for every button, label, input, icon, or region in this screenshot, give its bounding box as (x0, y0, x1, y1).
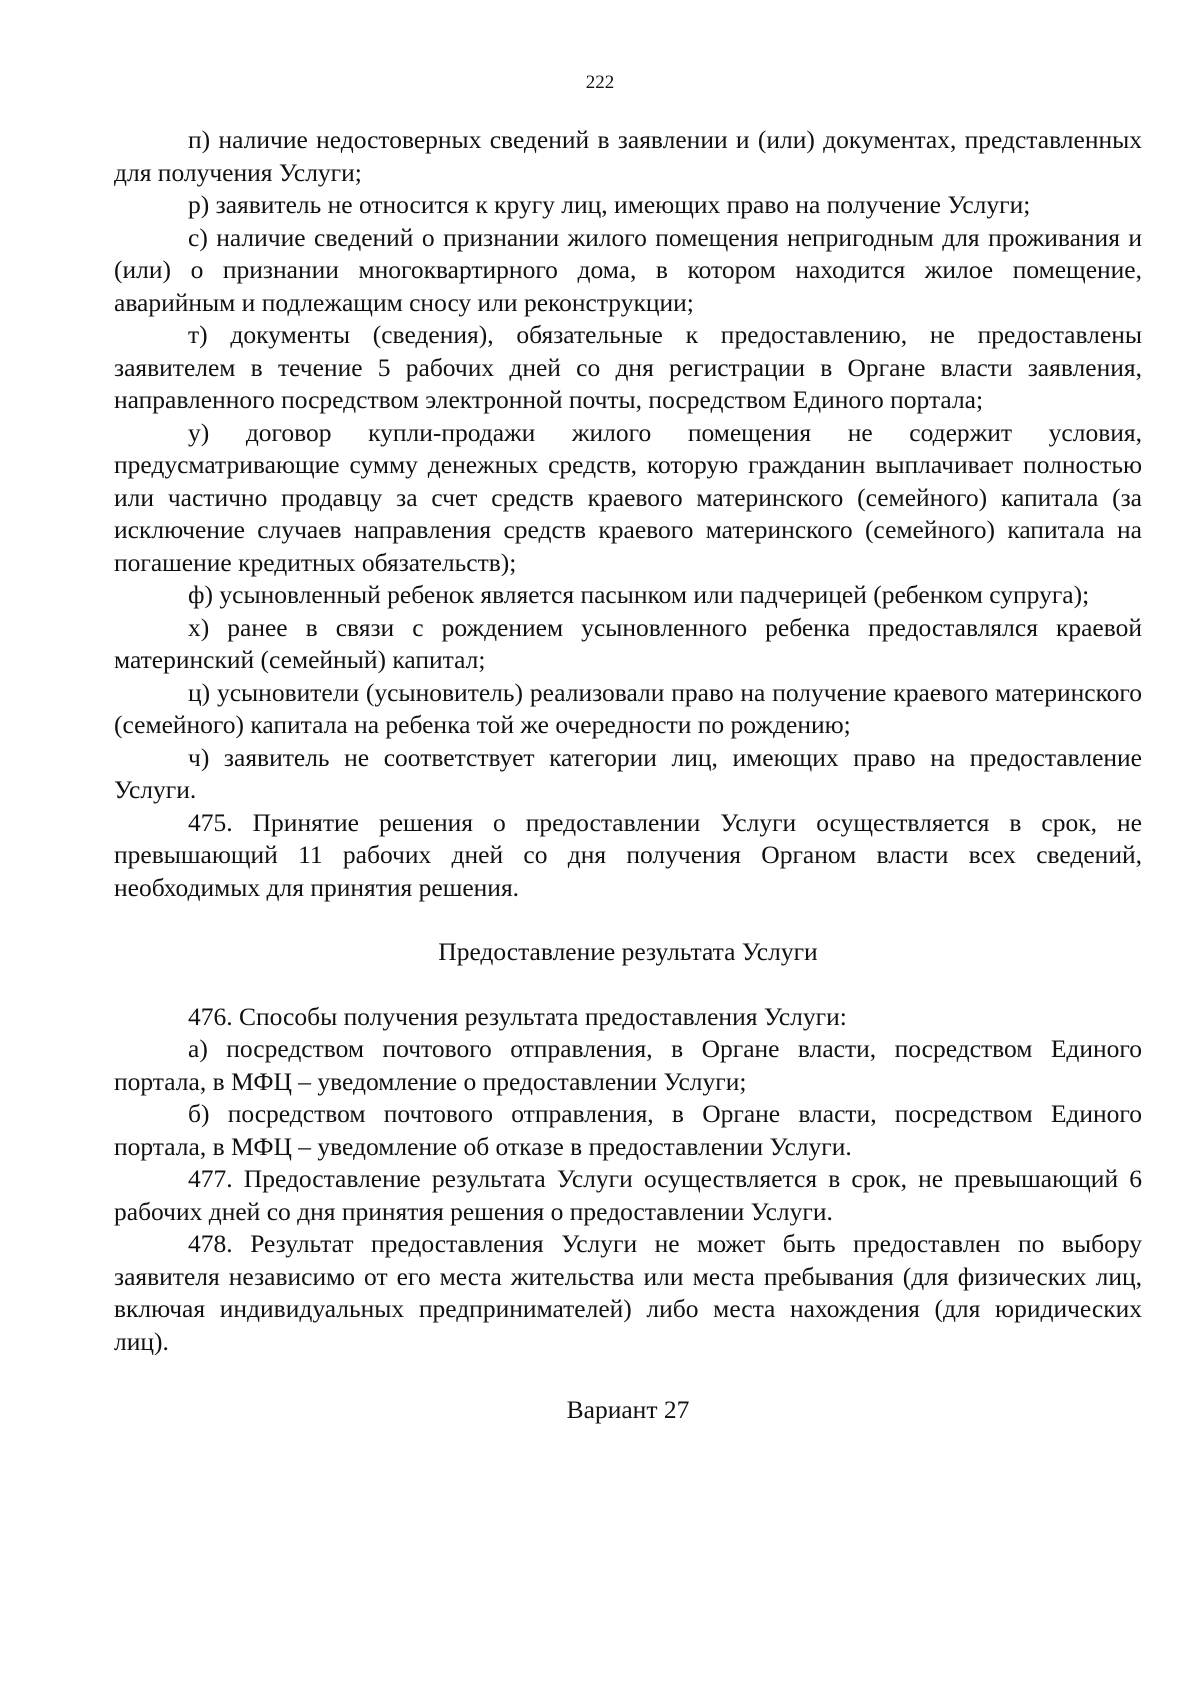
page-body (114, 124, 1142, 1427)
list-item-ts: ц) усыновители (усыновитель) реализовали право на получение краевого материнского (семейного) капитала на ребенка той же очередности по рождению; (114, 677, 1142, 739)
clause-477: 477. Предоставление результата Услуги осуществляется в срок, не превышающий 6 рабочих дней со дня принятия решения о предоставлении Услуги. (114, 1164, 1142, 1226)
list-item-b: б) посредством почтового отправления, в Органе власти, посредством Единого портала, в МФЦ – уведомление об отказе в предоставлении Услуги. (114, 1099, 1142, 1161)
list-item-r: р) заявитель не относится к кругу лиц, имеющих право на получение Услуги; (188, 190, 1031, 219)
list-item-kh: х) ранее в связи с рождением усыновленного ребенка предоставлялся краевой материнский (семейный) капитал; (114, 612, 1142, 674)
clause-478: 478. Результат предоставления Услуги не может быть предоставлен по выбору заявителя независимо от его места жительства или места пребывания (для физических лиц, включая индивидуальных предпринимателей) либо места нахождения (для юридических лиц). (114, 1229, 1142, 1356)
list-item-p: п) наличие недостоверных сведений в заявлении и (или) документах, представленных для получения Услуги; (114, 125, 1142, 187)
list-item-a: а) посредством почтового отправления, в Органе власти, посредством Единого портала, в МФЦ – уведомление о предоставлении Услуги; (114, 1034, 1142, 1096)
list-item-s: с) наличие сведений о признании жилого помещения непригодным для проживания и (или) о признании многоквартирного дома, в котором находится жилое помещение, аварийным и подлежащим сносу или реконструкции; (114, 222, 1142, 317)
section-heading: Предоставление результата Услуги (438, 937, 818, 966)
page-number: 222 (585, 72, 615, 93)
clause-476: 476. Способы получения результата предоставления Услуги: (188, 1001, 847, 1031)
list-item-t: т) документы (сведения), обязательные к предоставлению, не предоставлены заявителем в течение 5 рабочих дней со дня регистрации в Органе власти заявления, направленного посредством электронной почты, посредством Единого портала; (114, 320, 1142, 414)
list-item-ch: ч) заявитель не соответствует категории лиц, имеющих право на предоставление Услуги. (114, 742, 1142, 804)
variant-heading: Вариант 27 (566, 1395, 690, 1424)
clause-475: 475. Принятие решения о предоставлении Услуги осуществляется в срок, не превышающий 11 рабочих дней со дня получения Органом власти всех сведений, необходимых для принятия решения. (114, 807, 1142, 902)
list-item-u: у) договор купли-продажи жилого помещения не содержит условия, предусматривающие сумму денежных средств, которую гражданин выплачивает полностью или частично продавцу за счет средств краевого материнского (семейного) капитала (за исключение случаев направления средств краевого материнского (семейного) капитала на погашение кредитных обязательств); (114, 417, 1142, 577)
list-item-f: ф) усыновленный ребенок является пасынком или падчерицей (ребенком супруга); (188, 580, 1090, 609)
